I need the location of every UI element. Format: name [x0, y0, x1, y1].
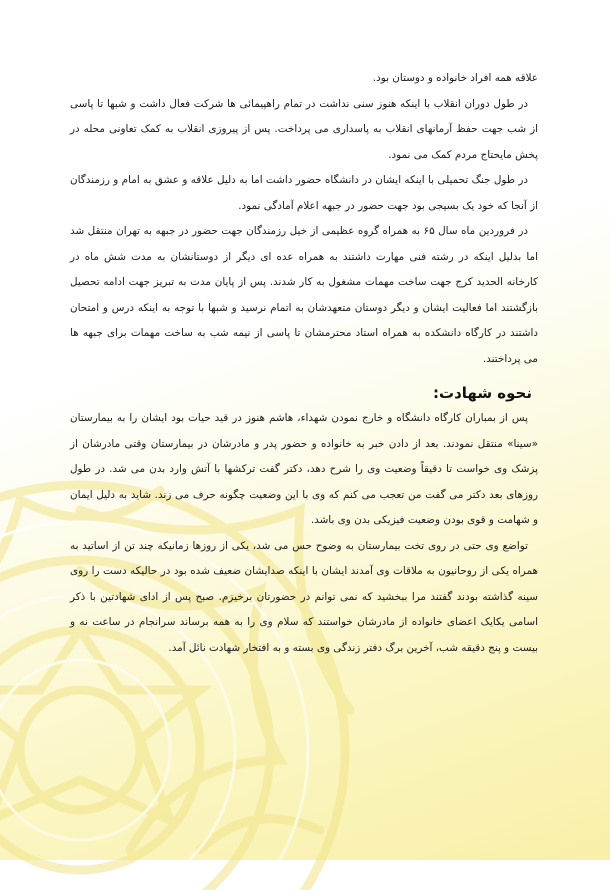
document-body: [70, 66, 538, 661]
paragraph-humility: تواضع وی حتی در روی تخت بیمارستان به وضوح حس می شد، یکی از روزها زمانیکه چند تن از اساتید به همراه یکی از روحانیون به ملاقات وی آمدند ایشان با اینکه صدایشان ضعیف شده بود در حالیکه دست را روی سینه گذاشته بودند گفتند مرا ببخشید که نمی توانم در حضورتان برخیزم. صبح پس از ادای شهادتین با ذکر اسامی یکایک اعضای خانواده از مادرشان خواستند که سلام وی را به همه برساند سرانجام در ساعت نه و بیست و پنج دقیقه شب، آخرین برگ دفتر زندگی وی بسته و به افتخار شهادت نائل آمد.: [70, 539, 538, 654]
paragraph-intro: علاقه همه افراد خانواده و دوستان بود.: [372, 72, 538, 84]
paragraph-revolution: در طول دوران انقلاب با اینکه هنوز سنی نداشت در تمام راهپیمائی ها شرکت فعال داشت و شبها تا پاسی از شب جهت حفظ آرمانهای انقلاب به پاسداری می پرداخت. پس از پیروزی انقلاب به کمک تعاونی محله در پخش مایحتاج مردم کمک می نمود.: [70, 97, 538, 161]
paragraph-martyrdom: پس از بمباران کارگاه دانشگاه و خارج نمودن شهداء، هاشم هنوز در قید حیات بود ایشان را به بیمارستان «سینا» منتقل نمودند. بعد از دادن خبر به خانواده و حضور پدر و مادرشان در بیمارستان وقتی مادرشان از پزشک وی خواست تا دقیقاً وضعیت وی را شرح دهد، دکتر گفت ترکشها با آتش وارد بدن می شد. در طول روزهای بعد دکتر می گفت من تعجب می کنم که وی با این وضعیت چگونه حرف می زند. شاید به دلیل ایمان و شهامت و قوی بودن وضعیت فیزیکی بدن وی باشد.: [70, 412, 538, 526]
paragraph-1365: در فروردین ماه سال ۶۵ به همراه گروه عظیمی از خیل رزمندگان جهت حضور در جبهه به تهران منتقل شد اما بدلیل اینکه در رشته فنی مهارت داشتند به همراه عده ای دیگر از دوستانشان به مدت شش ماه در کارخانه الحدید کرج جهت ساخت مهمات مشغول به کار شدند. پس از پایان مدت به تبریز جهت ادامه تحصیل بازگشتند اما فعالیت ایشان و دیگر دوستان متعهدشان به اتمام نرسید و شبها با توجه به اینکه درس و امتحان داشتند در کارگاه دانشکده به همراه استاد محترمشان تا پاسی از نیمه شب به ساخت مهمات برای جبهه ها می پرداختند.: [70, 225, 538, 365]
paragraph-war: در طول جنگ تحمیلی با اینکه ایشان در دانشگاه حضور داشت اما به دلیل علاقه و عشق به امام و رزمندگان از آنجا که خود یک بسیجی بود جهت حضور در جبهه اعلام آمادگی نمود.: [70, 174, 538, 212]
section-heading: نحوه شهادت:: [433, 384, 532, 402]
